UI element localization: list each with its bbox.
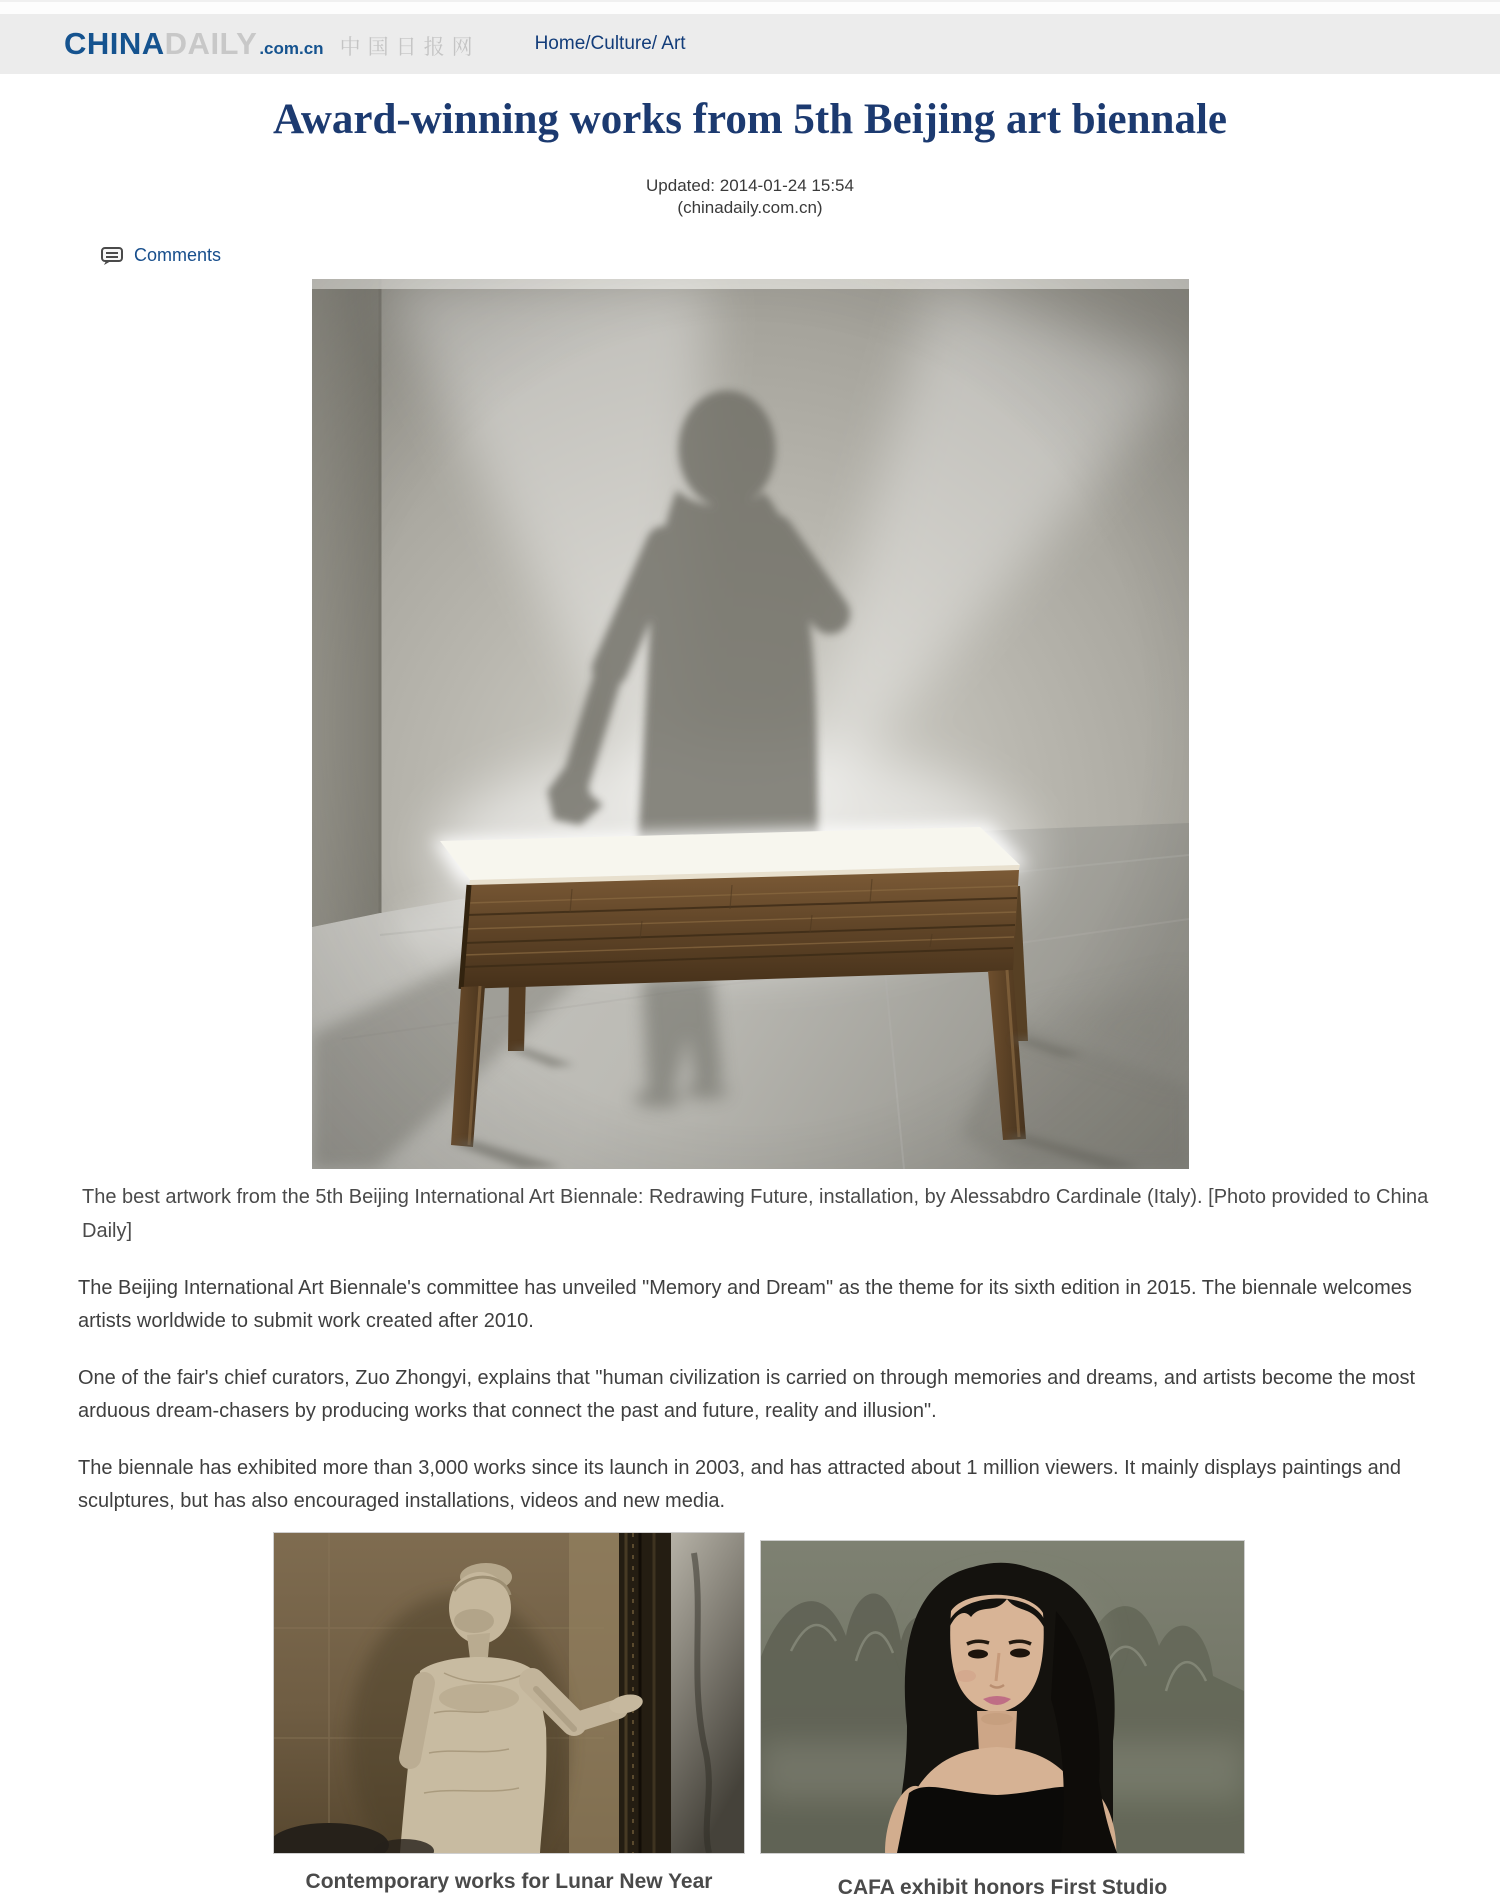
paragraph: The Beijing International Art Biennale's committee has unveiled "Memory and Dream" as the theme for its sixth edition in 2015. The biennale welcomes artists worldwide to submit work created after 2010.	[78, 1276, 1412, 1332]
logo-china-text[interactable]: CHINA	[64, 26, 165, 61]
article-body	[78, 1272, 1462, 1518]
comments-link[interactable]	[100, 243, 1500, 269]
source-label: (chinadaily.com.cn)	[677, 197, 823, 217]
related-caption-2[interactable]: CAFA exhibit honors First Studio	[837, 1875, 1168, 1895]
logo-chinese-text: 中国日报网	[339, 36, 480, 59]
logo-domain-text[interactable]: .com.cn	[259, 39, 324, 58]
paragraph: The biennale has exhibited more than 3,000 works since its launch in 2003, and has attracted about 1 million viewers. It mainly displays paintings and sculptures, but has also encouraged installations, videos and new media.	[78, 1456, 1401, 1512]
related-article-1[interactable]	[273, 1532, 745, 1895]
breadcrumb[interactable]: Home/Culture/ Art	[534, 33, 686, 54]
related-article-2[interactable]	[760, 1540, 1245, 1895]
related-caption-1[interactable]: Contemporary works for Lunar New Year	[305, 1869, 713, 1893]
comments-icon[interactable]	[100, 245, 125, 267]
site-header	[0, 14, 1500, 74]
logo-daily-text[interactable]: DAILY	[164, 26, 258, 61]
top-strip	[0, 0, 1500, 14]
comments-label[interactable]: Comments	[134, 245, 222, 266]
installation-photo-image	[312, 279, 1189, 1169]
photo-caption: The best artwork from the 5th Beijing International Art Biennale: Redrawing Future, installation, by Alessabdro Cardinale (Italy). [Photo provided to China Daily]	[82, 1185, 1429, 1242]
paragraph: One of the fair's chief curators, Zuo Zhongyi, explains that "human civilization is carried on through memories and dreams, and artists become the most arduous dream-chasers by producing works that connect the past and future, reality and illusion".	[78, 1366, 1416, 1422]
main-article-photo	[312, 279, 1189, 1174]
related-articles	[0, 1532, 1500, 1895]
portrait-thumbnail-image[interactable]	[760, 1540, 1245, 1854]
updated-timestamp: Updated: 2014-01-24 15:54	[646, 175, 854, 195]
chinadaily-logo[interactable]	[64, 26, 480, 62]
sculpture-thumbnail-image[interactable]	[273, 1532, 745, 1854]
page-title: Award-winning works from 5th Beijing art biennale	[273, 96, 1227, 143]
